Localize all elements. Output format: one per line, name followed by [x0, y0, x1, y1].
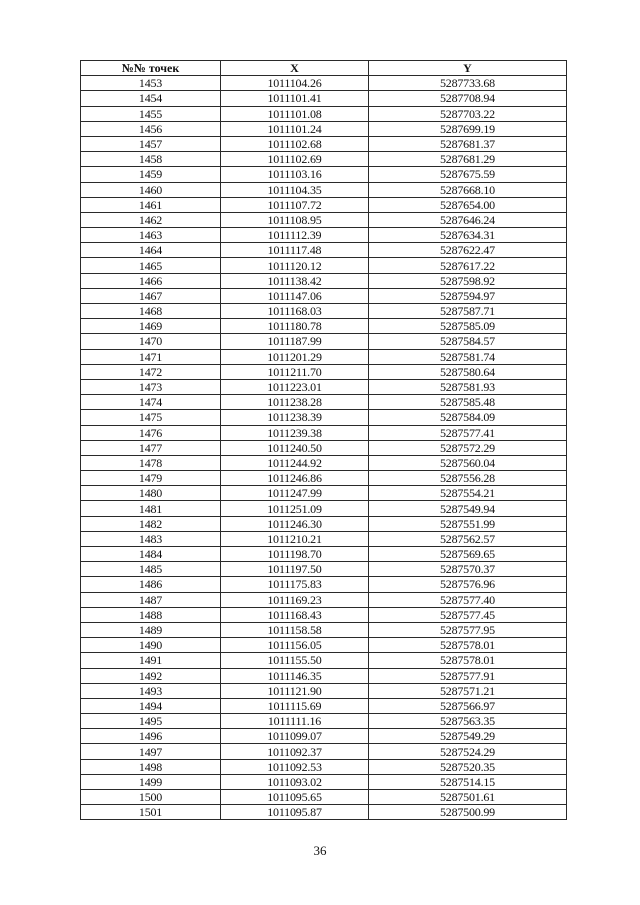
y-coordinate-cell: 5287549.94 [369, 501, 567, 516]
y-coordinate-cell: 5287572.29 [369, 440, 567, 455]
point-number-cell: 1463 [81, 228, 221, 243]
point-number-cell: 1497 [81, 744, 221, 759]
y-coordinate-cell: 5287585.48 [369, 395, 567, 410]
y-coordinate-cell: 5287563.35 [369, 714, 567, 729]
table-row [81, 91, 567, 106]
y-coordinate-cell: 5287576.96 [369, 577, 567, 592]
table-row [81, 319, 567, 334]
x-coordinate-cell: 1011244.92 [221, 455, 369, 470]
header-row [81, 61, 567, 76]
x-coordinate-cell: 1011247.99 [221, 486, 369, 501]
table-row [81, 106, 567, 121]
table-row [81, 349, 567, 364]
y-coordinate-cell: 5287577.41 [369, 425, 567, 440]
table-row [81, 304, 567, 319]
column-header-point-number: №№ точек [81, 61, 221, 76]
x-coordinate-cell: 1011223.01 [221, 379, 369, 394]
point-number-cell: 1458 [81, 152, 221, 167]
x-coordinate-cell: 1011101.41 [221, 91, 369, 106]
table-row [81, 364, 567, 379]
table-row [81, 668, 567, 683]
x-coordinate-cell: 1011169.23 [221, 592, 369, 607]
x-coordinate-cell: 1011146.35 [221, 668, 369, 683]
x-coordinate-cell: 1011239.38 [221, 425, 369, 440]
table-row [81, 547, 567, 562]
x-coordinate-cell: 1011251.09 [221, 501, 369, 516]
table-row [81, 258, 567, 273]
y-coordinate-cell: 5287584.57 [369, 334, 567, 349]
point-number-cell: 1459 [81, 167, 221, 182]
table-row [81, 698, 567, 713]
x-coordinate-cell: 1011117.48 [221, 243, 369, 258]
x-coordinate-cell: 1011168.43 [221, 607, 369, 622]
table-header [81, 61, 567, 76]
table-row [81, 455, 567, 470]
table-row [81, 622, 567, 637]
x-coordinate-cell: 1011112.39 [221, 228, 369, 243]
point-number-cell: 1495 [81, 714, 221, 729]
y-coordinate-cell: 5287577.91 [369, 668, 567, 683]
point-number-cell: 1480 [81, 486, 221, 501]
table-row [81, 425, 567, 440]
y-coordinate-cell: 5287587.71 [369, 304, 567, 319]
x-coordinate-cell: 1011103.16 [221, 167, 369, 182]
table-row [81, 516, 567, 531]
x-coordinate-cell: 1011120.12 [221, 258, 369, 273]
point-number-cell: 1489 [81, 622, 221, 637]
point-number-cell: 1499 [81, 774, 221, 789]
y-coordinate-cell: 5287560.04 [369, 455, 567, 470]
x-coordinate-cell: 1011210.21 [221, 531, 369, 546]
point-number-cell: 1498 [81, 759, 221, 774]
y-coordinate-cell: 5287708.94 [369, 91, 567, 106]
y-coordinate-cell: 5287681.29 [369, 152, 567, 167]
table-row [81, 471, 567, 486]
table-row [81, 486, 567, 501]
point-number-cell: 1479 [81, 471, 221, 486]
x-coordinate-cell: 1011201.29 [221, 349, 369, 364]
x-coordinate-cell: 1011211.70 [221, 364, 369, 379]
x-coordinate-cell: 1011108.95 [221, 212, 369, 227]
point-number-cell: 1476 [81, 425, 221, 440]
point-number-cell: 1474 [81, 395, 221, 410]
y-coordinate-cell: 5287598.92 [369, 273, 567, 288]
point-number-cell: 1483 [81, 531, 221, 546]
point-number-cell: 1491 [81, 653, 221, 668]
y-coordinate-cell: 5287578.01 [369, 638, 567, 653]
point-number-cell: 1469 [81, 319, 221, 334]
y-coordinate-cell: 5287556.28 [369, 471, 567, 486]
y-coordinate-cell: 5287571.21 [369, 683, 567, 698]
point-number-cell: 1490 [81, 638, 221, 653]
point-number-cell: 1473 [81, 379, 221, 394]
point-number-cell: 1472 [81, 364, 221, 379]
point-number-cell: 1461 [81, 197, 221, 212]
x-coordinate-cell: 1011246.86 [221, 471, 369, 486]
point-number-cell: 1492 [81, 668, 221, 683]
y-coordinate-cell: 5287699.19 [369, 121, 567, 136]
x-coordinate-cell: 1011102.68 [221, 136, 369, 151]
y-coordinate-cell: 5287668.10 [369, 182, 567, 197]
y-coordinate-cell: 5287577.45 [369, 607, 567, 622]
x-coordinate-cell: 1011246.30 [221, 516, 369, 531]
y-coordinate-cell: 5287524.29 [369, 744, 567, 759]
y-coordinate-cell: 5287577.40 [369, 592, 567, 607]
table-row [81, 243, 567, 258]
point-number-cell: 1481 [81, 501, 221, 516]
table-row [81, 212, 567, 227]
point-number-cell: 1484 [81, 547, 221, 562]
table-row [81, 729, 567, 744]
point-number-cell: 1464 [81, 243, 221, 258]
x-coordinate-cell: 1011095.65 [221, 790, 369, 805]
point-number-cell: 1493 [81, 683, 221, 698]
point-number-cell: 1470 [81, 334, 221, 349]
y-coordinate-cell: 5287570.37 [369, 562, 567, 577]
table-row [81, 152, 567, 167]
x-coordinate-cell: 1011158.58 [221, 622, 369, 637]
table-row [81, 228, 567, 243]
y-coordinate-cell: 5287501.61 [369, 790, 567, 805]
x-coordinate-cell: 1011092.37 [221, 744, 369, 759]
x-coordinate-cell: 1011175.83 [221, 577, 369, 592]
x-coordinate-cell: 1011101.08 [221, 106, 369, 121]
table-row [81, 790, 567, 805]
y-coordinate-cell: 5287654.00 [369, 197, 567, 212]
point-number-cell: 1455 [81, 106, 221, 121]
point-number-cell: 1488 [81, 607, 221, 622]
y-coordinate-cell: 5287622.47 [369, 243, 567, 258]
page-number: 36 [313, 843, 327, 858]
point-number-cell: 1487 [81, 592, 221, 607]
table-row [81, 744, 567, 759]
y-coordinate-cell: 5287585.09 [369, 319, 567, 334]
table-row [81, 653, 567, 668]
table-row [81, 759, 567, 774]
y-coordinate-cell: 5287551.99 [369, 516, 567, 531]
table-row [81, 638, 567, 653]
y-coordinate-cell: 5287675.59 [369, 167, 567, 182]
point-number-cell: 1485 [81, 562, 221, 577]
x-coordinate-cell: 1011240.50 [221, 440, 369, 455]
point-number-cell: 1457 [81, 136, 221, 151]
x-coordinate-cell: 1011101.24 [221, 121, 369, 136]
table-row [81, 501, 567, 516]
point-number-cell: 1500 [81, 790, 221, 805]
coordinates-table [80, 60, 567, 820]
point-number-cell: 1501 [81, 805, 221, 820]
x-coordinate-cell: 1011104.35 [221, 182, 369, 197]
table-row [81, 714, 567, 729]
x-coordinate-cell: 1011238.39 [221, 410, 369, 425]
x-coordinate-cell: 1011156.05 [221, 638, 369, 653]
y-coordinate-cell: 5287584.09 [369, 410, 567, 425]
table-row [81, 805, 567, 820]
table-row [81, 592, 567, 607]
table-row [81, 531, 567, 546]
table-body [81, 76, 567, 820]
table-row [81, 577, 567, 592]
table-row [81, 379, 567, 394]
x-coordinate-cell: 1011107.72 [221, 197, 369, 212]
point-number-cell: 1454 [81, 91, 221, 106]
x-coordinate-cell: 1011121.90 [221, 683, 369, 698]
table-row [81, 395, 567, 410]
point-number-cell: 1494 [81, 698, 221, 713]
table-row [81, 440, 567, 455]
y-coordinate-cell: 5287581.93 [369, 379, 567, 394]
x-coordinate-cell: 1011187.99 [221, 334, 369, 349]
y-coordinate-cell: 5287594.97 [369, 288, 567, 303]
x-coordinate-cell: 1011099.07 [221, 729, 369, 744]
table-row [81, 410, 567, 425]
point-number-cell: 1475 [81, 410, 221, 425]
x-coordinate-cell: 1011168.03 [221, 304, 369, 319]
y-coordinate-cell: 5287566.97 [369, 698, 567, 713]
table-row [81, 607, 567, 622]
point-number-cell: 1468 [81, 304, 221, 319]
x-coordinate-cell: 1011095.87 [221, 805, 369, 820]
y-coordinate-cell: 5287617.22 [369, 258, 567, 273]
table-row [81, 273, 567, 288]
point-number-cell: 1462 [81, 212, 221, 227]
point-number-cell: 1465 [81, 258, 221, 273]
table-row [81, 182, 567, 197]
point-number-cell: 1471 [81, 349, 221, 364]
table-row [81, 136, 567, 151]
y-coordinate-cell: 5287569.65 [369, 547, 567, 562]
y-coordinate-cell: 5287733.68 [369, 76, 567, 91]
x-coordinate-cell: 1011104.26 [221, 76, 369, 91]
x-coordinate-cell: 1011238.28 [221, 395, 369, 410]
x-coordinate-cell: 1011198.70 [221, 547, 369, 562]
x-coordinate-cell: 1011180.78 [221, 319, 369, 334]
y-coordinate-cell: 5287577.95 [369, 622, 567, 637]
table-row [81, 334, 567, 349]
point-number-cell: 1456 [81, 121, 221, 136]
x-coordinate-cell: 1011138.42 [221, 273, 369, 288]
y-coordinate-cell: 5287549.29 [369, 729, 567, 744]
table-row [81, 562, 567, 577]
point-number-cell: 1496 [81, 729, 221, 744]
y-coordinate-cell: 5287554.21 [369, 486, 567, 501]
point-number-cell: 1477 [81, 440, 221, 455]
column-header-x: X [221, 61, 369, 76]
column-header-y: Y [369, 61, 567, 76]
table-row [81, 76, 567, 91]
y-coordinate-cell: 5287581.74 [369, 349, 567, 364]
y-coordinate-cell: 5287703.22 [369, 106, 567, 121]
x-coordinate-cell: 1011115.69 [221, 698, 369, 713]
y-coordinate-cell: 5287681.37 [369, 136, 567, 151]
table-row [81, 197, 567, 212]
y-coordinate-cell: 5287500.99 [369, 805, 567, 820]
table-row [81, 288, 567, 303]
x-coordinate-cell: 1011093.02 [221, 774, 369, 789]
point-number-cell: 1453 [81, 76, 221, 91]
point-number-cell: 1467 [81, 288, 221, 303]
y-coordinate-cell: 5287580.64 [369, 364, 567, 379]
y-coordinate-cell: 5287578.01 [369, 653, 567, 668]
table-row [81, 683, 567, 698]
table-row [81, 774, 567, 789]
point-number-cell: 1460 [81, 182, 221, 197]
y-coordinate-cell: 5287562.57 [369, 531, 567, 546]
y-coordinate-cell: 5287646.24 [369, 212, 567, 227]
x-coordinate-cell: 1011147.06 [221, 288, 369, 303]
y-coordinate-cell: 5287514.15 [369, 774, 567, 789]
table-row [81, 121, 567, 136]
table-row [81, 167, 567, 182]
point-number-cell: 1482 [81, 516, 221, 531]
x-coordinate-cell: 1011092.53 [221, 759, 369, 774]
y-coordinate-cell: 5287520.35 [369, 759, 567, 774]
point-number-cell: 1466 [81, 273, 221, 288]
point-number-cell: 1486 [81, 577, 221, 592]
x-coordinate-cell: 1011102.69 [221, 152, 369, 167]
x-coordinate-cell: 1011155.50 [221, 653, 369, 668]
x-coordinate-cell: 1011197.50 [221, 562, 369, 577]
point-number-cell: 1478 [81, 455, 221, 470]
y-coordinate-cell: 5287634.31 [369, 228, 567, 243]
x-coordinate-cell: 1011111.16 [221, 714, 369, 729]
